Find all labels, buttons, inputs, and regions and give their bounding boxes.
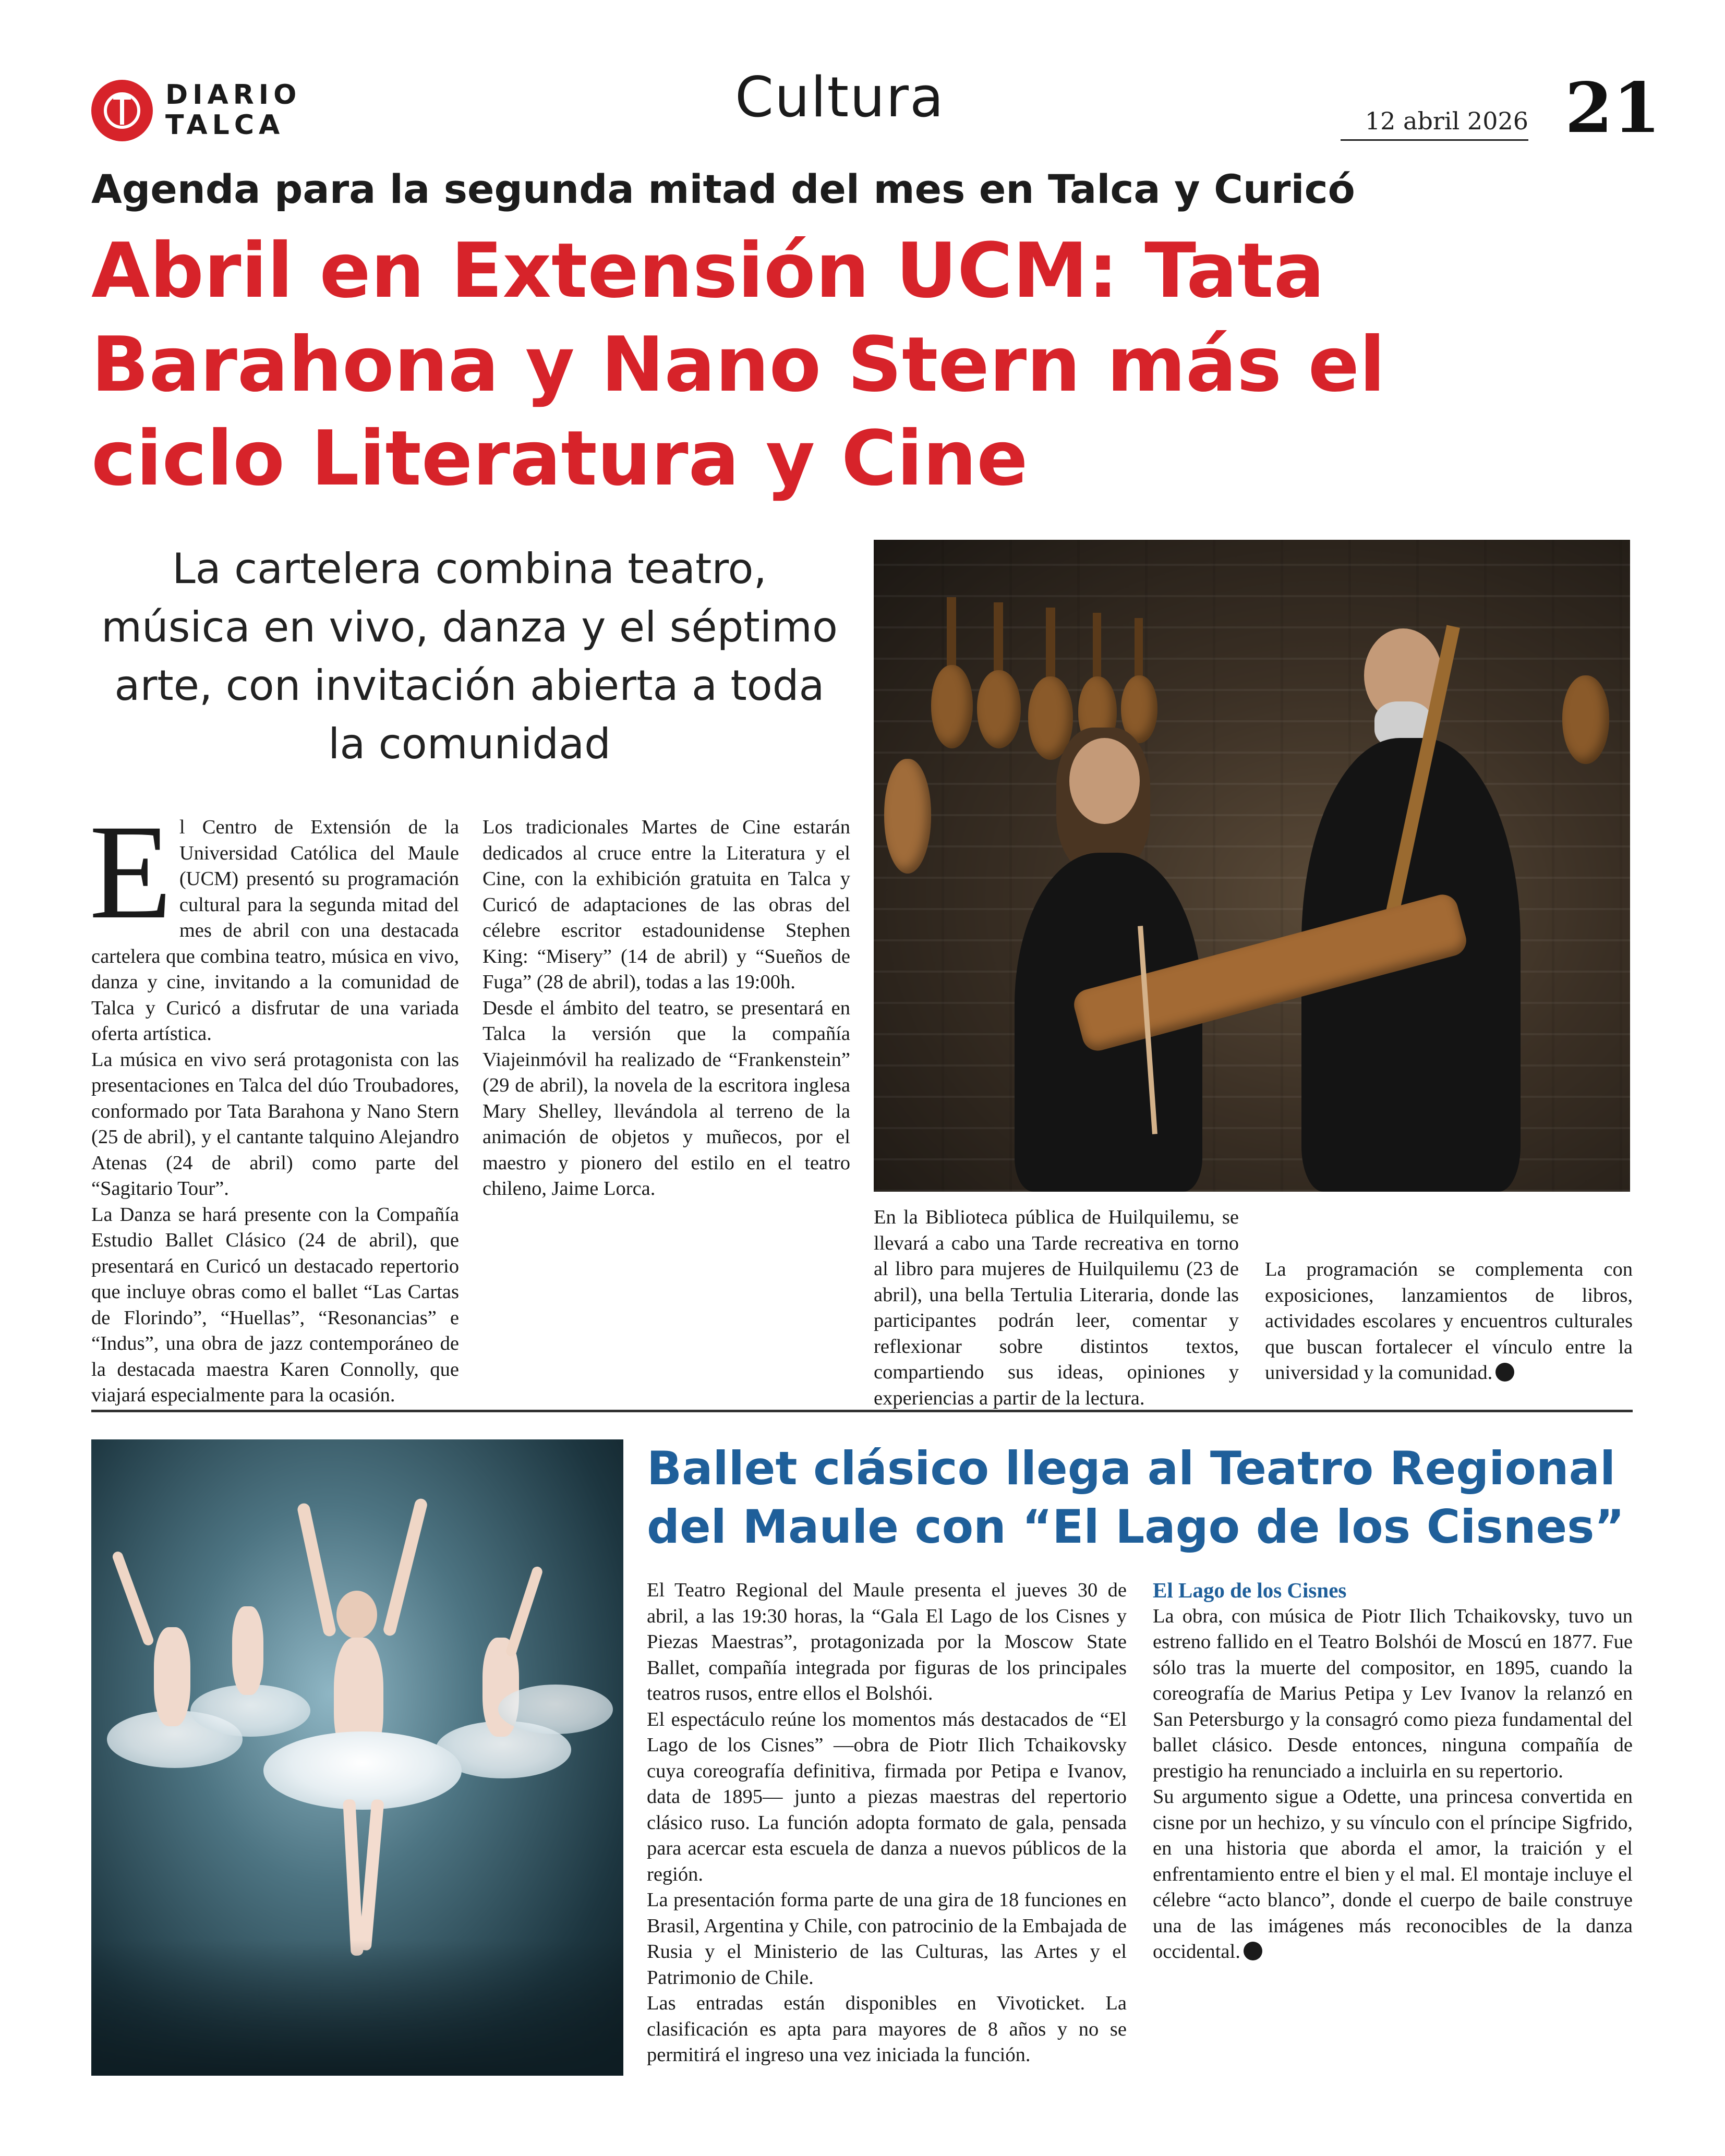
article1-paragraph-1: l Centro de Extensión de la Universidad Católica del Maule (UCM) presentó su programación cultural para la segunda mitad del mes de abril con una destacada cartelera que combina teatro, música en vivo, danza y cine, invitando a la comunidad de Talca y Curicó a disfrutar de una variada oferta artística. (91, 816, 459, 1045)
article2-paragraph-2: El espectáculo reúne los momentos más destacados de “El Lago de los Cisnes” —obra de Piotr Ilich Tchaikovsky cuya coreografía definitiva, firmada por Petipa e Ivanov, data de 1895— junto a piezas maestras del repertorio clásico ruso. La función adopta formato de gala, pensada para acercar esta escuela de danza a nuevos públicos de la región. (647, 1708, 1127, 1885)
article1-standfirst: La cartelera combina teatro, música en vivo, danza y el séptimo arte, con invitación abierta a toda la comunidad (101, 544, 838, 768)
article2-column-1 (647, 1578, 1127, 2068)
article1-column-3 (874, 1205, 1239, 1411)
end-mark-icon (1495, 1363, 1514, 1382)
article1-paragraph-3: La Danza se hará presente con la Compañía Estudio Ballet Clásico (24 de abril), que presentará en Curicó un destacado repertorio que incluye obras como el ballet “Las Cartas de Florindo”, “Huellas”, “Resonancias” e “Indus”, una obra de jazz contemporáneo de la destacada maestra Karen Connolly, que viajará especialmente para la ocasión. (91, 1203, 459, 1406)
logo-mark-icon (91, 80, 153, 141)
logo-line-2: TALCA (165, 110, 285, 141)
article1-paragraph-6: En la Biblioteca pública de Huilquilemu, se llevará a cabo una Tarde recreativa en torno al libro para mujeres de Huilquilemu (23 de abril), una bella Tertulia Literaria, donde las participantes podrán leer, comentar y reflexionar sobre distintos textos, compartiendo sus ideas, opiniones y experiencias a partir de la lectura. (874, 1206, 1239, 1409)
article1-paragraph-7: La programación se complementa con exposiciones, lanzamientos de libros, actividades escolares y encuentros culturales que buscan fortalecer el vínculo entre la universidad y la comunidad. (1265, 1258, 1633, 1384)
article2-paragraph-4: Las entradas están disponibles en Vivoticket. La clasificación es apta para mayores de 8 años y no se permitirá el ingreso una vez iniciada la función. (647, 1992, 1127, 2066)
article2-subhead: El Lago de los Cisnes (1153, 1578, 1347, 1602)
diario-talca-logo[interactable] (91, 76, 331, 143)
article1-paragraph-5: Desde el ámbito del teatro, se presentará en Talca la versión que la compañía Viajeinmóvil ha realizado de “Frankenstein” (29 de abril), la novela de la escritora inglesa Mary Shelley, llevándola al terreno de la animación de objetos y muñecos, por el maestro y pionero del estilo en el teatro chileno, Jaime Lorca. (482, 997, 850, 1200)
article2-column-2 (1153, 1578, 1633, 1965)
ballet-photo (91, 1439, 623, 2076)
article1-column-1 (89, 797, 459, 1409)
article1-paragraph-2: La música en vivo será protagonista con las presentaciones en Talca del dúo Troubadores, conformado por Tata Barahona y Nano Stern (25 de abril), y el cantante talquino Alejandro Atenas (24 de abril) como parte del “Sagitario Tour”. (91, 1048, 459, 1200)
section-title: Cultura (735, 65, 945, 129)
article1-headline: Abril en Extensión UCM: Tata Barahona y Nano Stern más el ciclo Literatura y Cine (91, 227, 1385, 503)
article1-column-4 (1265, 1257, 1633, 1386)
article1-paragraph-4: Los tradicionales Martes de Cine estarán dedicados al cruce entre la Literatura y el Cine, con la exhibición gratuita en Talca y Curicó de adaptaciones de las obras del célebre escritor estadounidense Stephen King: “Misery” (14 de abril) y “Sueños de Fuga” (28 de abril), todas a las 19:00h. (482, 816, 850, 993)
article2-paragraph-3: La presentación forma parte de una gira de 18 funciones en Brasil, Argentina y Chile, con patrocinio de la Embajada de Rusia y el Ministerio de las Culturas, las Artes y el Patrimonio de Chile. (647, 1889, 1127, 1989)
article1-kicker: Agenda para la segunda mitad del mes en Talca y Curicó (91, 166, 1355, 212)
section-divider (91, 1410, 1633, 1412)
logo-wordmark (165, 80, 301, 140)
article2-paragraph-1: El Teatro Regional del Maule presenta el jueves 30 de abril, a las 19:30 horas, la “Gala El Lago de los Cisnes y Piezas Maestras”, protagonizada por la Moscow State Ballet, compañía integrada por figuras de los principales teatros rusos, entre ellos el Bolshói. (647, 1579, 1127, 1704)
musicians-photo (874, 540, 1630, 1192)
logo-line-1: DIARIO (165, 79, 301, 111)
page-number: 21 (1565, 68, 1661, 149)
issue-date: 12 abril 2026 (1341, 107, 1528, 141)
article2-paragraph-5: La obra, con música de Piotr Ilich Tchaikovsky, tuvo un estreno fallido en el Teatro Bolshói de Moscú en 1877. Fue sólo tras la muerte del compositor, en 1895, cuando la coreografía de Marius Petipa y Lev Ivanov la relanzó en San Petersburgo y la consagró como pieza fundamental del ballet clásico. Desde entonces, ninguna compañía de prestigio ha renunciado a incluirla en su repertorio. (1153, 1605, 1633, 1782)
drop-cap: E (89, 797, 172, 947)
article1-column-2 (482, 815, 850, 1202)
end-mark-icon (1244, 1942, 1262, 1960)
article2-headline: Ballet clásico llega al Teatro Regional del Maule con “El Lago de los Cisnes” (647, 1442, 1625, 1554)
article2-paragraph-6: Su argumento sigue a Odette, una princesa convertida en cisne por un hechizo, y su vínculo con el príncipe Sigfrido, en una historia que aborda el amor, la traición y el enfrentamiento entre el bien y el mal. El montaje incluye el célebre “acto blanco”, donde el cuerpo de baile construye una de las imágenes más reconocibles de la danza occidental. (1153, 1786, 1633, 1963)
